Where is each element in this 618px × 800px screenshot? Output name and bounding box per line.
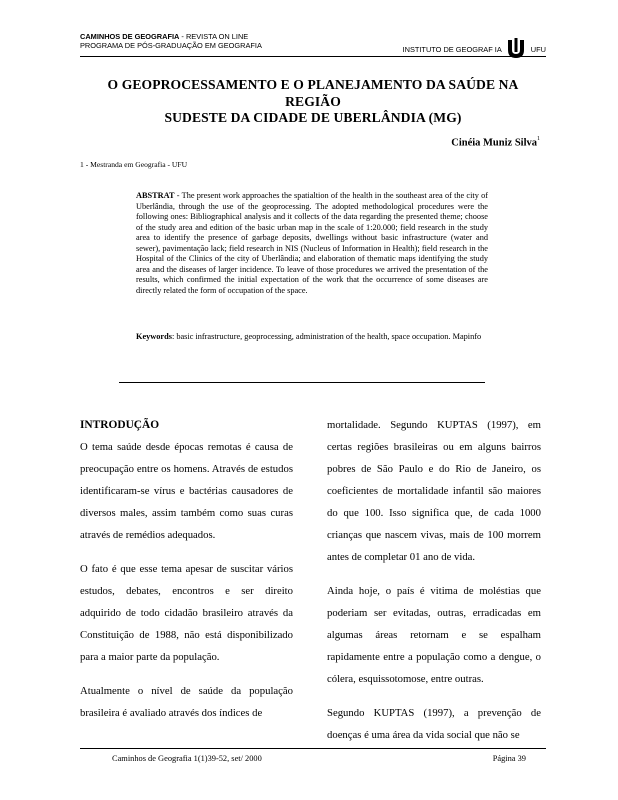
author-mark: 1 [537,136,540,142]
right-column [327,414,541,758]
journal-header [80,32,262,50]
author-name: Cinéia Muniz Silva [451,137,537,149]
paragraph: Atualmente o nível de saúde da população brasileira é avaliado através dos índices de [80,685,293,719]
paragraph: Ainda hoje, o país é vitima de moléstias que poderiam ser evitadas, outras, erradicadas em algumas áreas retornam e se espalham rapidamente entre a população como a dengue, o cólera, esquissotomose, entre outras. [327,585,541,685]
abstract-label: ABSTRAT [136,191,175,200]
author [451,137,540,149]
keywords-text: : basic infrastructure, geoprocessing, administration of the health, space occupation. Mapinfo [171,332,482,341]
journal-suffix: - REVISTA ON LINE [179,32,249,41]
page-number: Página 39 [492,754,526,763]
section-heading: INTRODUÇÃO [80,419,160,431]
paragraph: mortalidade. Segundo KUPTAS (1997), em certas regiões brasileiras ou em alguns bairros pobres de São Paulo e do Rio de Janeiro, os coeficientes de mortalidade infantil são maiores do que 100. Isso significa que, de cada 1000 crianças que nascem vivas, mais de 100 morrem antes de completar 01 ano de vida. [327,419,541,563]
left-column [80,414,293,736]
abstract [136,191,488,296]
paragraph: Segundo KUPTAS (1997), a prevenção de doenças é uma área da vida social que não se [327,707,541,741]
paper-title [80,77,546,127]
keywords [136,329,488,345]
header-rule [80,56,546,57]
title-line-1: O GEOPROCESSAMENTO E O PLANEJAMENTO DA SAÚDE NA REGIÃO [107,77,519,109]
title-line-2: SUDESTE DA CIDADE DE UBERLÂNDIA (MG) [164,110,462,125]
institute-name: INSTITUTO DE GEOGRAF IA [402,44,502,54]
abstract-text: - The present work approaches the spatialtion of the health in the southeast area of the city of Uberlândia, through the use of the geoprocessing. The adopted methodological procedures were the following ones: Bibliographical analysis and it collects of the data regarding the presented theme; choose of the study area and edition of the basic urban map in the scale of 1:20.000; field research in the study area to identify the presence of garbage deposits, dwellings without basic infrastructure (water and sewer), pavimentação lack; field research in NIS (Nucleus of Information in Health); field research in the Hospital of the Clinics of the city of Uberlândia; and elaboration of thematic maps identifying the study area and the diseases of larger incidence. To leave of those procedures we arrived the presentation of the results, which confirmed the initial expectation of the work that the occurrence of some diseases are directly related the form of occupation of the space. [136,191,488,295]
footer-citation: Caminhos de Geografia 1(1)39-52, set/ 2000 [112,754,262,763]
section-divider [119,382,485,383]
affiliation: 1 - Mestranda em Geografia - UFU [80,160,188,169]
paragraph: O tema saúde desde épocas remotas é causa de preocupação entre os homens. Através de estudos identificaram-se vírus e bactérias causadores de diversos males, assim também como suas curas através de remédios adequados. [80,441,293,541]
ufu-label: UFU [530,44,546,54]
journal-name: CAMINHOS DE GEOGRAFIA [80,32,180,41]
paragraph: O fato é que esse tema apesar de suscitar vários estudos, debates, encontros e ser direito adquirido de todo cidadão brasileiro através da Constituição de 1988, não está disponibilizado para a maior parte da população. [80,563,293,663]
program-name: PROGRAMA DE PÓS-GRADUAÇÃO EM GEOGRAFIA [80,41,262,50]
footer-rule [80,748,546,749]
keywords-label: Keywords [136,332,172,341]
